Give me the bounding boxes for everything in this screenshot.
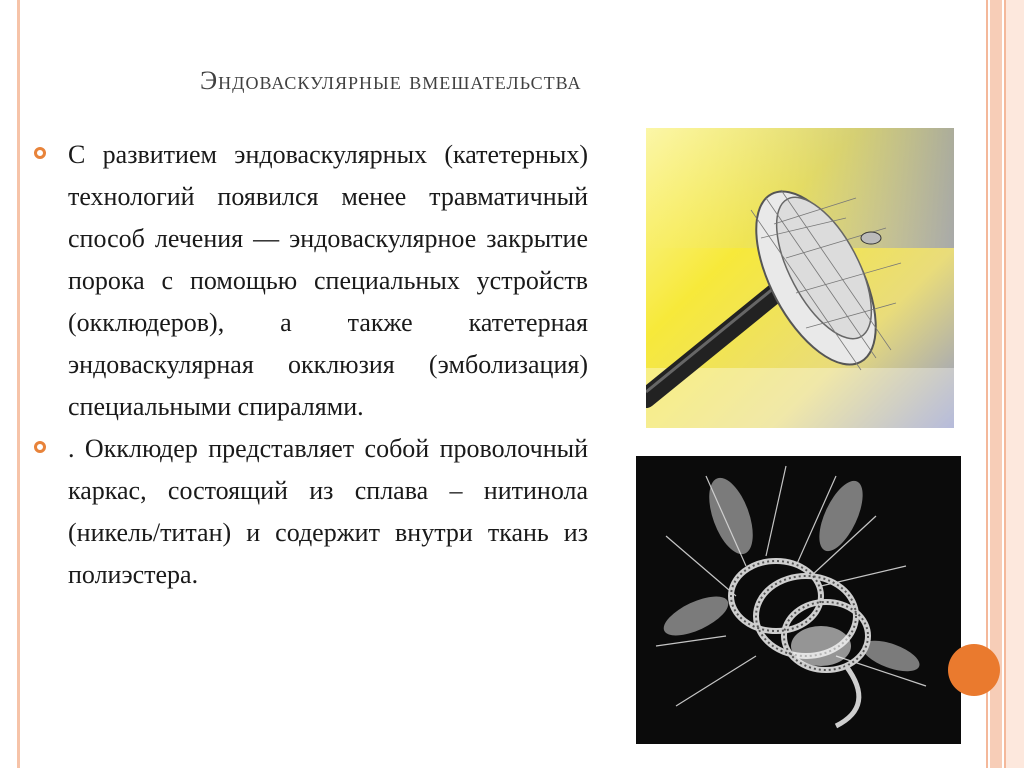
bullet-item — [34, 134, 590, 428]
slide-title: Эндоваскулярные вмешательства — [200, 66, 582, 95]
occluder-device-image — [646, 128, 954, 428]
bullet-circle-icon — [34, 147, 46, 159]
bullet-text: . Окклюдер представляет собой проволочный каркас, состоящий из сплава – нитинола (никель/титан) и содержит внутри ткань из полиэстера. — [68, 434, 588, 589]
bullet-text: С развитием эндоваскулярных (катетерных) технологий появился менее травматичный способ лечения — эндоваскулярное закрытие порока с помощью специальных устройств (окклюдеров), а также катетерная эндоваскулярная окклюзия (эмболизация) специальными спиралями. — [68, 140, 588, 421]
bullet-item — [34, 428, 590, 596]
slide-content — [34, 134, 590, 596]
left-border-line — [17, 0, 20, 768]
embolization-coil-image — [636, 456, 961, 744]
orange-circle-decoration — [948, 644, 1000, 696]
bullet-circle-icon — [34, 441, 46, 453]
